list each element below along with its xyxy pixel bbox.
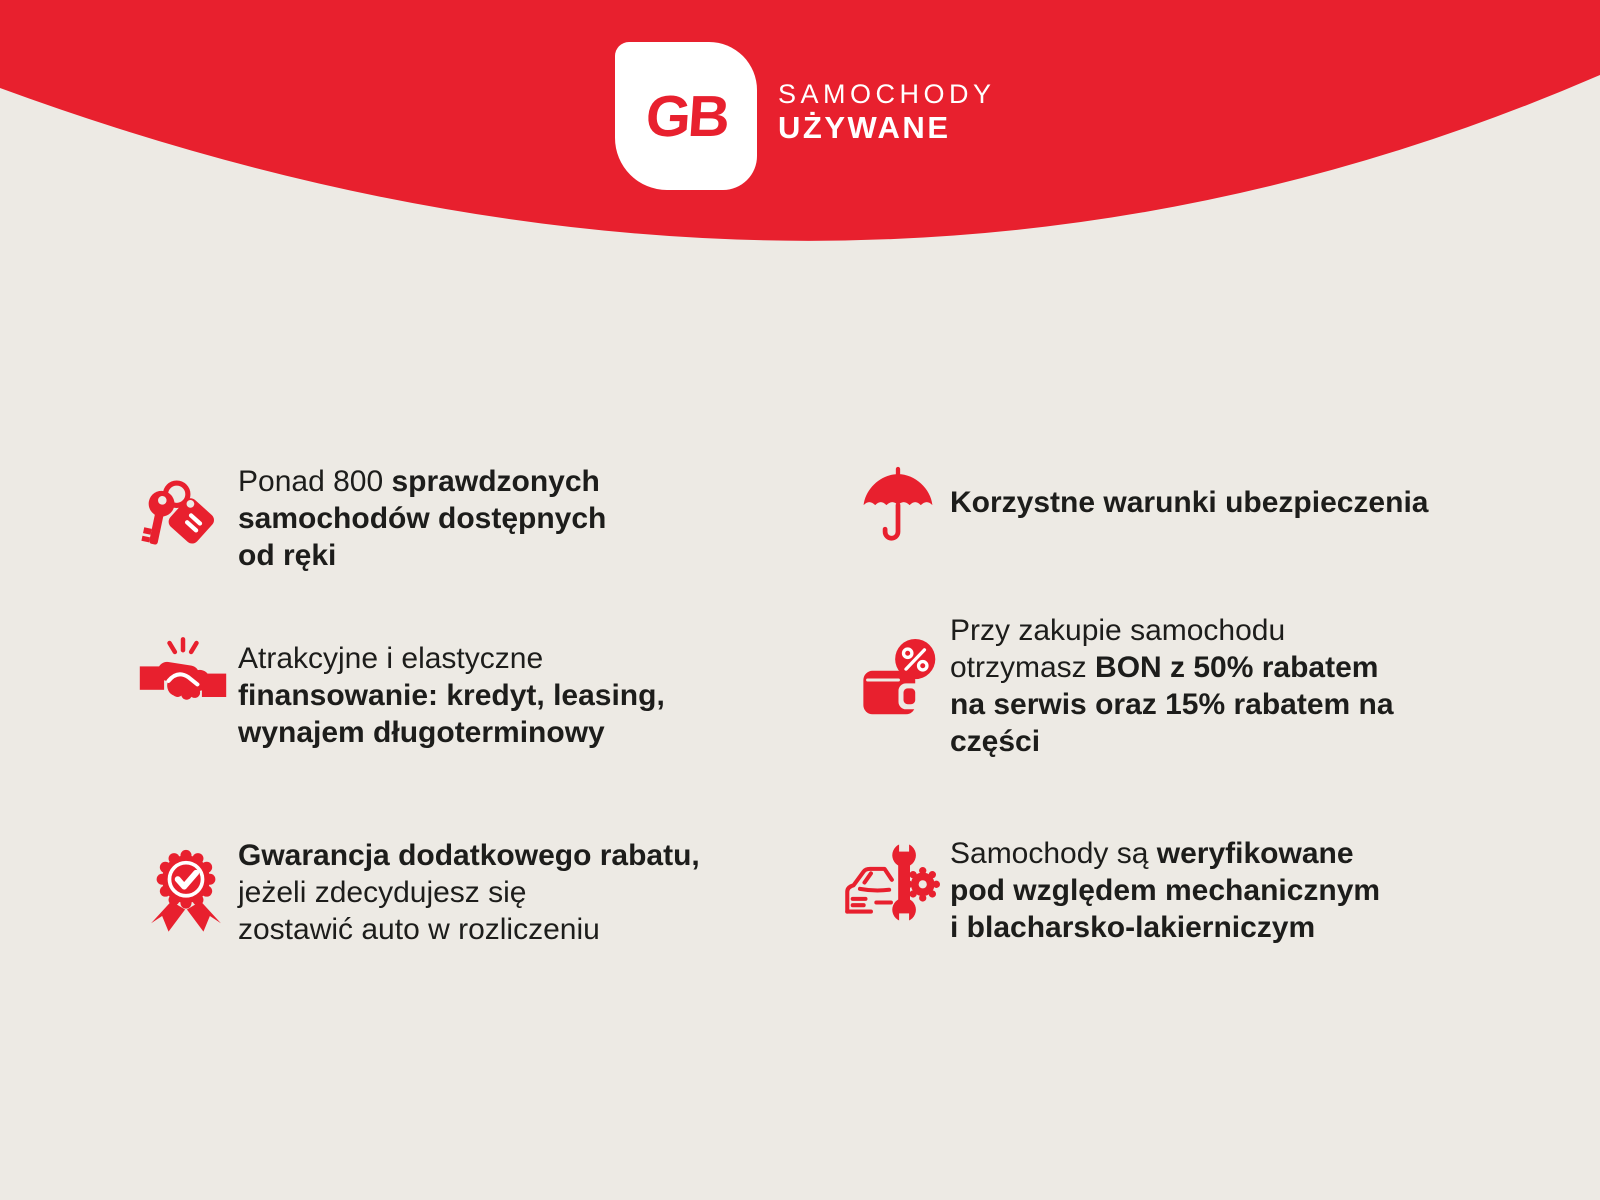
feature-text: Gwarancja dodatkowego rabatu, jeżeli zdecydujesz się zostawić auto w rozliczeniu: [238, 839, 700, 946]
brand-line-samochody: SAMOCHODY: [778, 79, 996, 109]
brand-name: [778, 78, 996, 146]
feature-text: Atrakcyjne i elastyczne finansowanie: kredyt, leasing, wynajem długoterminowy: [238, 642, 665, 749]
handshake-icon: [138, 640, 238, 724]
feature-text: Samochody są weryfikowane pod względem mechanicznym i blacharsko-lakierniczym: [950, 837, 1381, 944]
gb-logo: [615, 42, 757, 190]
header-red-curve: [0, 0, 1600, 340]
feature-text: Ponad 800 sprawdzonych samochodów dostępnych od ręki: [238, 465, 607, 572]
brand-line-uzywane: UŻYWANE: [778, 110, 951, 145]
feature-item-bon-rabatowy: [855, 612, 1394, 760]
feature-item-weryfikacja: [840, 835, 1380, 946]
feature-text: Korzystne warunki ubezpieczenia: [950, 486, 1429, 519]
car-keys-tag-icon: [138, 463, 238, 557]
umbrella-icon: [855, 460, 950, 552]
wallet-discount-icon: [855, 612, 950, 726]
feature-item-ubezpieczenie: [855, 460, 1428, 552]
feature-item-sprawdzone-samochody: [138, 463, 606, 574]
car-service-icon: [840, 835, 950, 928]
award-badge-icon: [138, 835, 238, 938]
feature-text: Przy zakupie samochodu otrzymasz BON z 50% rabatem na serwis oraz 15% rabatem na części: [950, 614, 1394, 758]
feature-item-gwarancja-rabatu: [138, 835, 700, 948]
feature-item-finansowanie: [138, 640, 665, 751]
gb-logo-text: GB: [643, 83, 729, 149]
